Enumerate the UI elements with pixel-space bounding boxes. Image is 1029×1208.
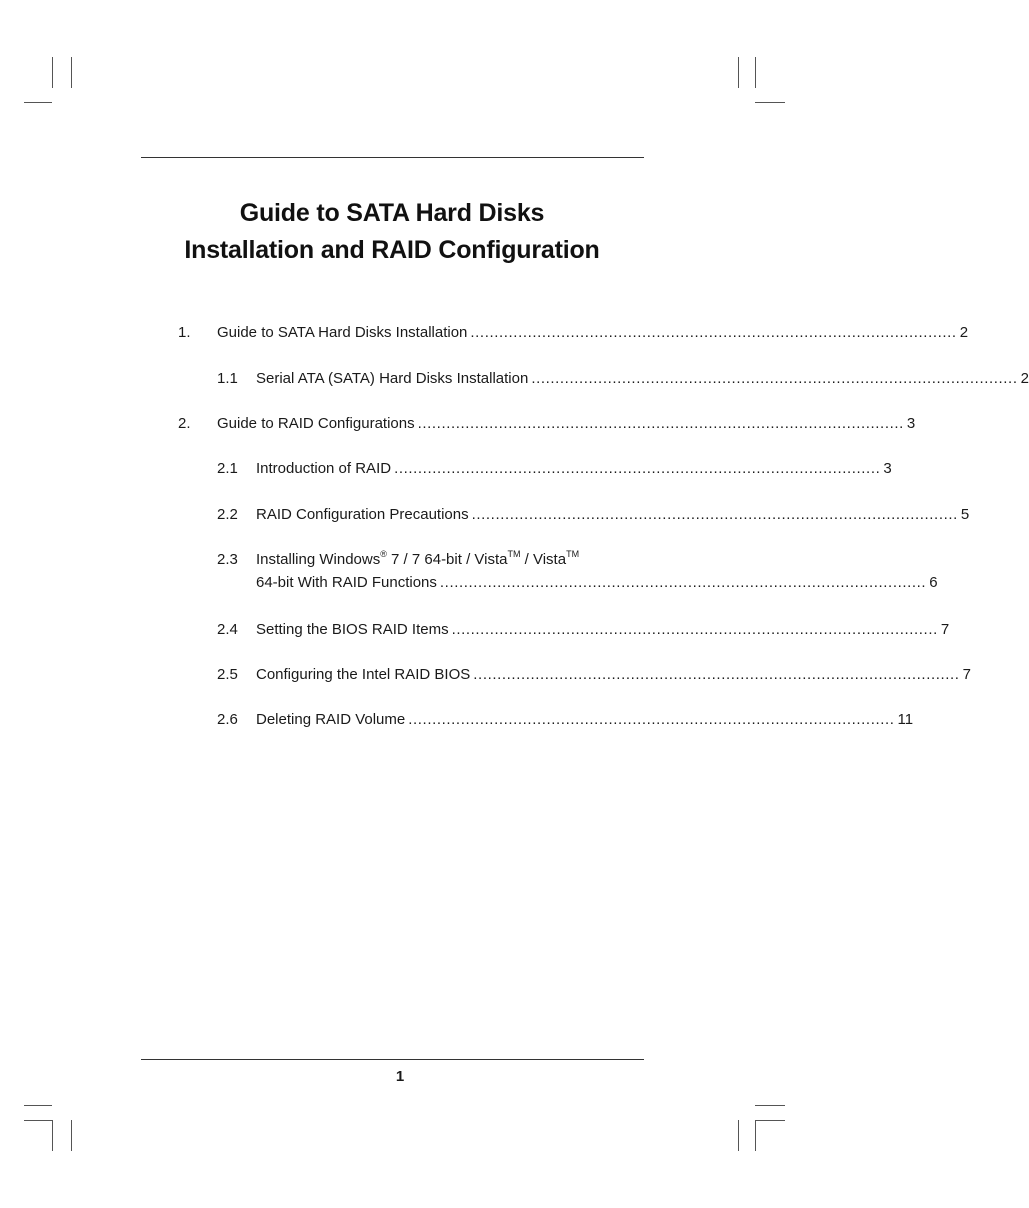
- toc-dot-leader: ......................................................................................................: [473, 666, 960, 683]
- toc-entry-number: 2.5: [217, 666, 238, 683]
- toc-dot-leader: ......................................................................................................: [439, 574, 927, 591]
- header-rule: [141, 157, 644, 158]
- toc-entry-2-3[interactable]: [0, 549, 938, 595]
- crop-mark-top-right-v2: [755, 57, 756, 88]
- toc-dot-leader: ......................................................................................................: [451, 621, 938, 638]
- crop-mark-top-left-v1: [52, 57, 53, 88]
- toc-entry-number: 2.1: [217, 460, 238, 477]
- crop-mark-top-left-v2: [71, 57, 72, 88]
- crop-mark-top-right-v1: [738, 57, 739, 88]
- crop-mark-bottom-right-corner-h: [755, 1120, 785, 1121]
- toc-entry-number: 1.1: [217, 370, 238, 387]
- toc-entry-number: 2.: [178, 415, 191, 432]
- toc-entry-page: 11: [897, 711, 914, 728]
- trademark-mark: TM: [566, 549, 580, 559]
- document-title-line-1: Guide to SATA Hard Disks: [239, 199, 545, 227]
- registered-mark: ®: [380, 549, 387, 559]
- footer-rule: [141, 1059, 644, 1060]
- toc-entry-page: 6: [929, 574, 938, 591]
- toc-entry-label-line-1: Installing Windows® 7 / 7 64-bit / Vista™ / Vista™: [256, 549, 580, 568]
- toc-entry-page: 2: [959, 324, 969, 341]
- toc-dot-leader: ......................................................................................................: [471, 506, 958, 523]
- toc-entry-page: 3: [906, 415, 916, 432]
- toc-entry-page: 5: [960, 506, 970, 523]
- toc-entry-number: 2.3: [217, 551, 238, 568]
- crop-mark-bottom-right-v2: [755, 1120, 756, 1151]
- toc-entry-number: 2.6: [217, 711, 238, 728]
- toc-entry-label: Guide to SATA Hard Disks Installation: [217, 324, 468, 341]
- toc-dot-leader: ......................................................................................................: [470, 324, 957, 341]
- trademark-mark: TM: [507, 549, 521, 559]
- crop-mark-bottom-right-h: [755, 1105, 785, 1106]
- toc-entry-page: 3: [883, 460, 892, 477]
- toc-entry-page: 2: [1020, 370, 1029, 387]
- toc-entry-label-line-2: 64-bit With RAID Functions: [256, 574, 437, 591]
- toc-entry-page: 7: [962, 666, 971, 683]
- toc-dot-leader: ......................................................................................................: [417, 415, 904, 432]
- crop-mark-bottom-left-h: [24, 1105, 52, 1106]
- crop-mark-bottom-right-v1: [738, 1120, 739, 1151]
- crop-mark-top-left-h: [24, 102, 52, 103]
- crop-mark-bottom-left-v2: [71, 1120, 72, 1151]
- toc-entry-label: RAID Configuration Precautions: [256, 506, 469, 523]
- crop-mark-bottom-left-corner-h: [24, 1120, 53, 1121]
- toc-entry-page: 7: [940, 621, 950, 638]
- crop-mark-top-right-h: [755, 102, 785, 103]
- document-title-line-2: Installation and RAID Configuration: [184, 236, 600, 264]
- toc-entry-label: Configuring the Intel RAID BIOS: [256, 666, 471, 683]
- toc-entry-label: Deleting RAID Volume: [256, 711, 406, 728]
- toc-entry-number: 1.: [178, 324, 191, 341]
- toc-entry-number: 2.2: [217, 506, 238, 523]
- toc-entry-label: Setting the BIOS RAID Items: [256, 621, 449, 638]
- crop-mark-bottom-left-v1: [52, 1120, 53, 1151]
- toc-entry-number: 2.4: [217, 621, 238, 638]
- page-number: 1: [395, 1068, 405, 1085]
- toc-dot-leader: ......................................................................................................: [394, 460, 881, 477]
- toc-entry-label: Guide to RAID Configurations: [217, 415, 415, 432]
- toc-entry-label: Serial ATA (SATA) Hard Disks Installation: [256, 370, 529, 387]
- toc-dot-leader: ......................................................................................................: [531, 370, 1018, 387]
- toc-dot-leader: ......................................................................................................: [408, 711, 895, 728]
- toc-entry-label: Introduction of RAID: [256, 460, 392, 477]
